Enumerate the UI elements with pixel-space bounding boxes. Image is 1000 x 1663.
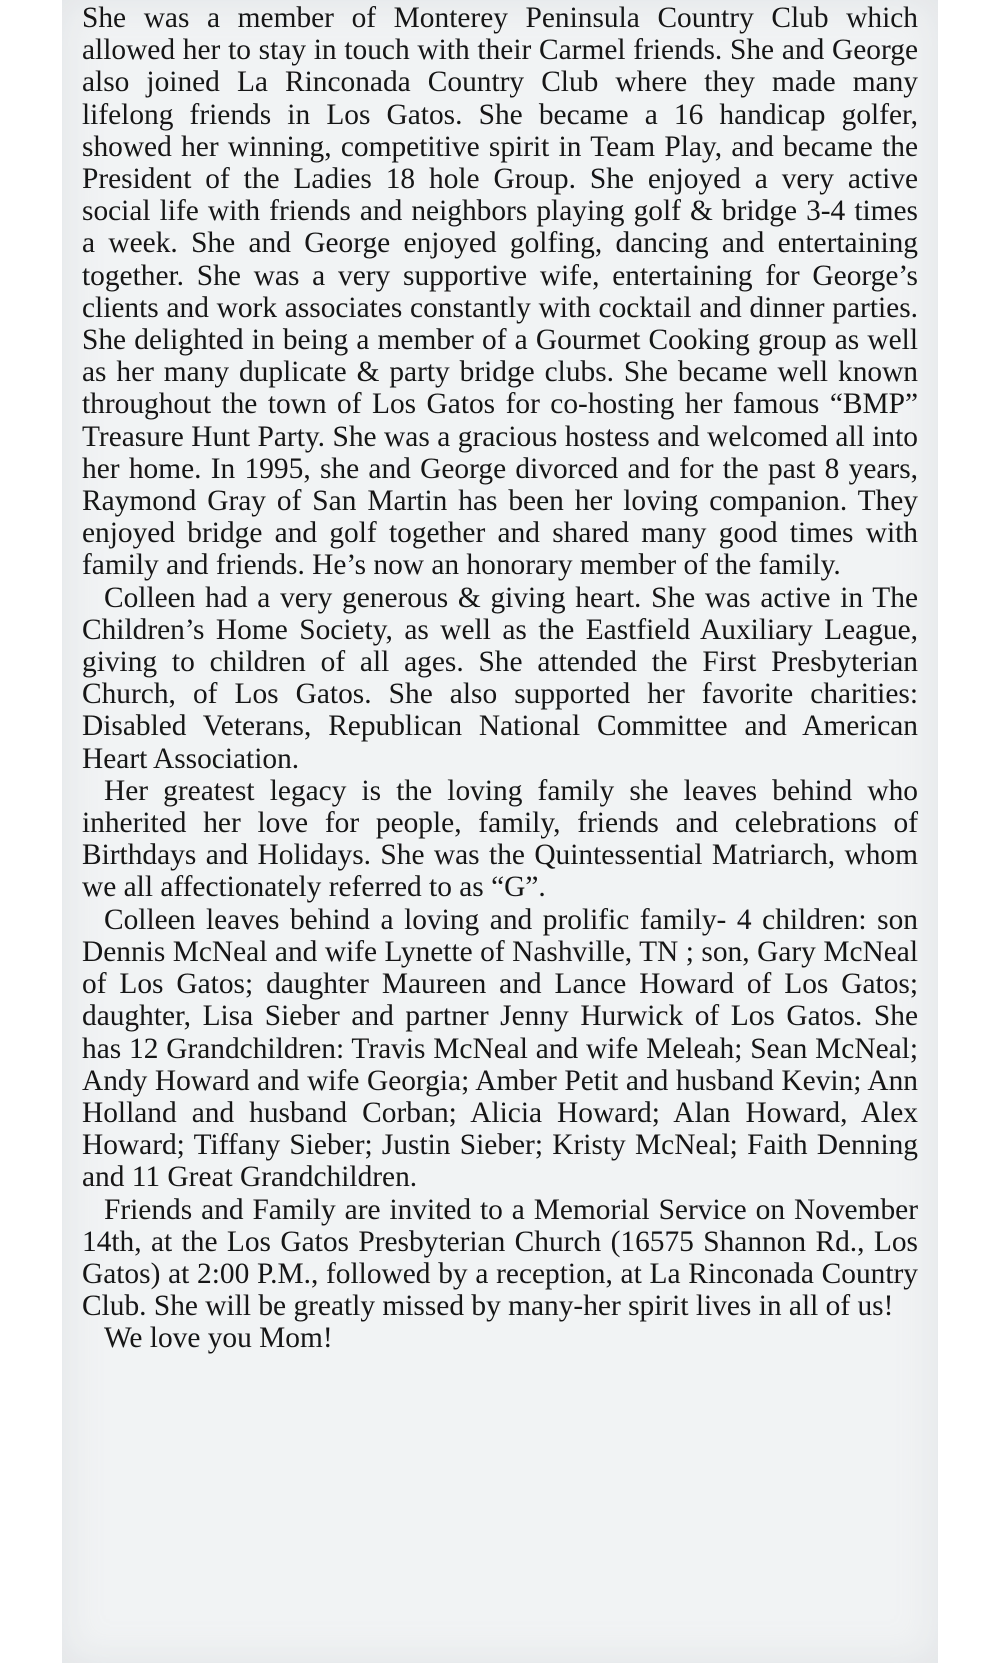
paragraph-survivors: Colleen leaves behind a loving and prolific family- 4 children: son Dennis McNeal and wife Lynette of Nashville, TN ; son, Gary McNeal of Los Gatos; daughter Maureen and Lance Howard of Los Gatos; daughter, Lisa Sieber and partner Jenny Hurwick of Los Gatos. She has 12 Grandchildren: Travis McNeal and wife Meleah; Sean McNeal; Andy Howard and wife Georgia; Amber Petit and husband Kevin; Ann Holland and husband Corban; Alicia Howard; Alan Howard, Alex Howard; Tiffany Sieber; Justin Sieber; Kristy McNeal; Faith Denning and 11 Great Grandchildren. [82,903,918,1194]
paragraph-legacy: Her greatest legacy is the loving family she leaves behind who inherited her love for people, family, friends and celebrations of Birthdays and Holidays. She was the Quintessential Matriarch, whom we all affectionately referred to as “G”. [82,774,918,904]
paragraph-social-life: She was a member of Monterey Peninsula Country Club which allowed her to stay in touch with their Carmel friends. She and George also joined La Rinconada Country Club where they made many lifelong friends in Los Gatos. She became a 16 handicap golfer, showed her winning, competitive spirit in Team Play, and became the President of the Ladies 18 hole Group. She enjoyed a very active social life with friends and neighbors playing golf & bridge 3-4 times a week. She and George enjoyed golfing, dancing and entertaining together. She was a very supportive wife, entertaining for George’s clients and work associates constantly with cocktail and dinner parties. She delighted in being a member of a Gourmet Cooking group as well as her many duplicate & party bridge clubs. She became well known throughout the town of Los Gatos for co-hosting her famous “BMP” Treasure Hunt Party. She was a gracious hostess and welcomed all into her home. In 1995, she and George divorced and for the past 8 years, Raymond Gray of San Martin has been her loving companion. They enjoyed bridge and golf together and shared many good times with family and friends. He’s now an honorary member of the family. [82,2,918,582]
obituary-text-column [82,2,918,1355]
paragraph-charity: Colleen had a very generous & giving heart. She was active in The Children’s Home Society, as well as the Eastfield Auxiliary League, giving to children of all ages. She attended the First Presbyterian Church, of Los Gatos. She also supported her favorite charities: Disabled Veterans, Republican National Committee and American Heart Association. [82,581,918,775]
paragraph-memorial-service: Friends and Family are invited to a Memorial Service on November 14th, at the Los Gatos Presbyterian Church (16575 Shannon Rd., Los Gatos) at 2:00 P.M., followed by a reception, at La Rinconada Country Club. She will be greatly missed by many-her spirit lives in all of us! [82,1193,918,1323]
closing-line: We love you Mom! [104,1322,333,1355]
